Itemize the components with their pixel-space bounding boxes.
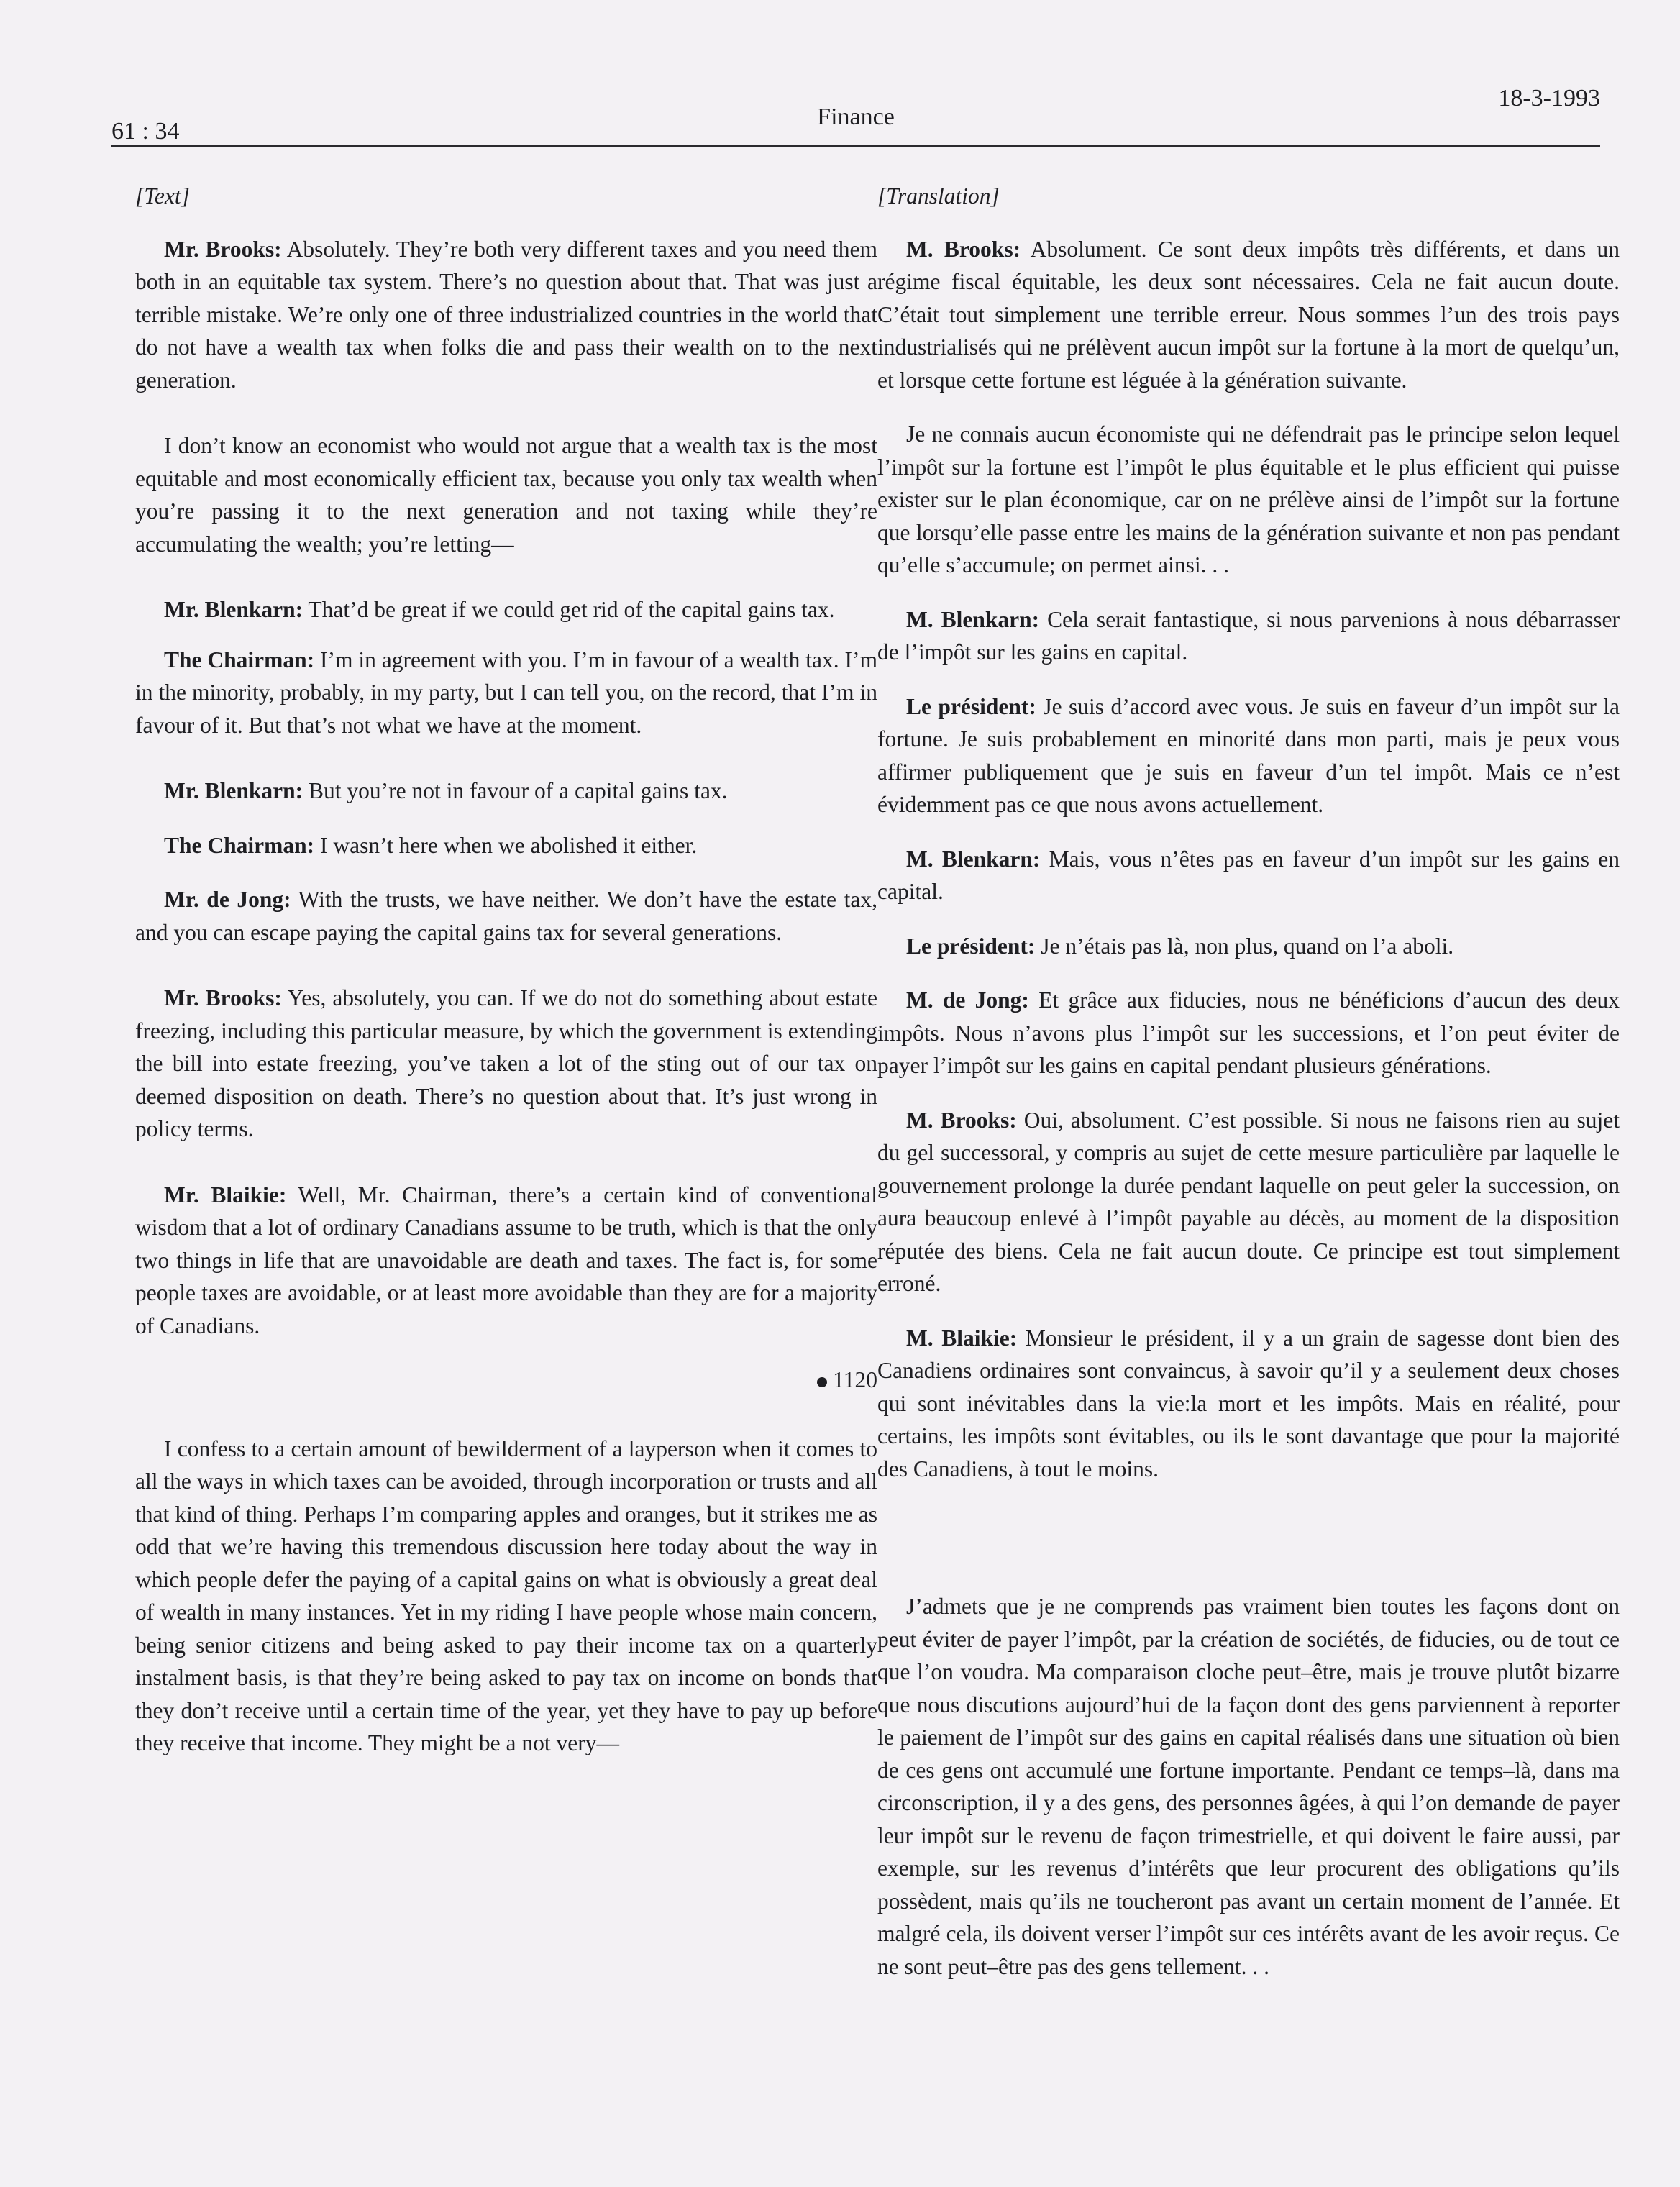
- time-marker: [135, 1364, 877, 1397]
- speaker-name: Mr. Blenkarn:: [164, 778, 303, 803]
- paragraph: [135, 829, 877, 862]
- page-header: [111, 79, 1600, 144]
- speech-text: Je n’étais pas là, non plus, quand on l’a aboli.: [1035, 933, 1454, 959]
- translation-label: [Translation]: [877, 183, 1000, 209]
- speech-text: Je suis d’accord avec vous. Je suis en faveur d’un impôt sur la fortune. Je suis probablement en minorité dans mon parti, mais je peux vous affirmer publiquement que je suis en faveur d’un tel impôt. Mais ce n’est évidemment pas ce que nous avons actuellement.: [877, 693, 1620, 817]
- paragraph: [135, 883, 877, 949]
- paragraph: [135, 982, 877, 1146]
- paragraph: [877, 930, 1620, 963]
- speaker-name: Mr. Blenkarn:: [164, 597, 303, 622]
- speaker-name: M. Blenkarn:: [906, 846, 1041, 872]
- speaker-name: M. Brooks:: [906, 1107, 1017, 1133]
- speaker-name: Le président:: [906, 933, 1036, 959]
- page-title: Finance: [817, 104, 895, 130]
- speech-text: Monsieur le président, il y a un grain de sagesse dont bien des Canadiens ordinaires sont convaincus, à savoir qu’il y a seulement deux choses qui sont inévitables dans la vie:la mort et les impôts. Mais en réalité, pour certains, les impôts sont évitables, ou ils le sont davantage que pour la majorité des Canadiens, à tout le moins.: [877, 1325, 1620, 1481]
- paragraph: [135, 644, 877, 742]
- speaker-name: M. Blaikie:: [906, 1325, 1018, 1351]
- speech-text: But you’re not in favour of a capital gains tax.: [303, 778, 728, 803]
- english-column: [135, 180, 877, 1793]
- speaker-name: The Chairman:: [164, 832, 315, 858]
- paragraph: [877, 1590, 1620, 1983]
- speaker-name: Mr. Brooks:: [164, 236, 282, 262]
- text-label: [Text]: [135, 183, 190, 209]
- paragraph: [877, 418, 1620, 582]
- paragraph: [877, 603, 1620, 669]
- speech-text: Mais, vous n’êtes pas en faveur d’un impôt sur les gains en capital.: [877, 846, 1620, 904]
- speaker-name: The Chairman:: [164, 647, 315, 672]
- speech-text: Absolument. Ce sont deux impôts très différents, et dans un régime fiscal équitable, les deux sont nécessaires. Cela ne fait aucun doute. C’était tout simplement une terrible erreur. Nous sommes l’un des trois pays industrialisés qui ne prélèvent aucun impôt sur la fortune à la mort de quelqu’un, et lorsque cette fortune est léguée à la génération suivante.: [877, 236, 1620, 393]
- speech-text: With the trusts, we have neither. We don’t have the estate tax, and you can escape paying the capital gains tax for several generations.: [135, 887, 877, 945]
- speech-text: Well, Mr. Chairman, there’s a certain kind of conventional wisdom that a lot of ordinary Canadians assume to be truth, which is that the only two things in life that are unavoidable are death and taxes. The fact is, for some people taxes are avoidable, or at least more avoidable than they are for a majority of Canadians.: [135, 1182, 877, 1338]
- speech-text: I confess to a certain amount of bewilderment of a layperson when it comes to all the ways in which taxes can be avoided, through incorporation or trusts and all that kind of thing. Perhaps I’m comparing apples and oranges, but it strikes me as odd that we’re having this tremendous discussion here today about the way in which people defer the paying of a capital gains on what is obviously a great deal of wealth in many instances. Yet in my riding I have people whose main concern, being senior citizens and being asked to pay their income tax on a quarterly instalment basis, is that they’re being asked to pay tax on income on bonds that they don’t receive until a certain time of the year, yet they have to pay up before they receive that income. They might be a not very—: [135, 1435, 877, 1755]
- paragraph: [135, 1433, 877, 1760]
- page-date: 18-3-1993: [1498, 85, 1600, 111]
- page-number: 61 : 34: [111, 118, 180, 145]
- speech-text: Yes, absolutely, you can. If we do not do something about estate freezing, including this particular measure, by which the government is extending the bill into estate freezing, you’ve taken a lot of the sting out of our tax on deemed disposition on death. There’s no question about that. It’s just wrong in policy terms.: [135, 985, 878, 1141]
- paragraph: [135, 1179, 877, 1343]
- speaker-name: M. Blenkarn:: [906, 606, 1040, 632]
- speech-text: I don’t know an economist who would not argue that a wealth tax is the most equitable and most economically efficient tax, because you only tax wealth when you’re passing it to the next generation and not taxing while they’re accumulating the wealth; you’re letting—: [135, 433, 877, 557]
- speaker-name: Mr. Brooks:: [164, 985, 282, 1010]
- spacer: [877, 1518, 1620, 1590]
- speech-text: J’admets que je ne comprends pas vraiment bien toutes les façons dont on peut éviter de payer l’impôt, par la création de sociétés, de fiducies, ou de tout ce que l’on voudra. Ma comparaison cloche peut–être, mais je trouve plutôt bizarre que nous discutions aujourd’hui de la façon dont des gens parviennent à reporter le paiement de l’impôt sur des gains en capital réalisés dans une situation où bien de ces gens ont accumulé une fortune importante. Pendant ce temps–là, dans ma circonscription, il y a des gens, des personnes âgées, à qui l’on demande de payer leur impôt sur le revenu de façon trimestrielle, et qui doivent le faire aussi, par exemple, sur les revenus d’intérêts que leur procurent des obligations qu’ils possèdent, mais qu’ils ne toucheront pas avant un certain moment de l’année. Et malgré cela, ils doivent verser l’impôt sur ces intérêts avant de les avoir reçus. Ce ne sont peut–être pas des gens tellement. . .: [877, 1594, 1620, 1979]
- paragraph: [877, 843, 1620, 908]
- header-rule: [111, 145, 1600, 147]
- paragraph: [877, 984, 1620, 1082]
- speech-text: Oui, absolument. C’est possible. Si nous ne faisons rien au sujet du gel successoral, y compris au sujet de cette mesure particulière par laquelle le gouvernement prolonge la durée pendant laquelle on peut geler la succession, on aura beaucoup enlevé à l’impôt payable au décès, au moment de la disposition réputée des biens. Cela ne fait aucun doute. Ce principe est tout simplement erroné.: [877, 1107, 1620, 1296]
- paragraph: [135, 593, 877, 626]
- speaker-name: Mr. Blaikie:: [164, 1182, 287, 1207]
- bullet-icon: [817, 1377, 827, 1387]
- speaker-name: M. Brooks:: [906, 236, 1021, 262]
- paragraph: [877, 690, 1620, 821]
- paragraph: [135, 775, 877, 808]
- time-marker-text: 1120: [833, 1367, 877, 1392]
- speech-text: I wasn’t here when we abolished it either.: [314, 832, 698, 858]
- speech-text: Absolutely. They’re both very different taxes and you need them both in an equitable tax system. There’s no question about that. That was just a terrible mistake. We’re only one of three industrialized countries in the world that do not have a wealth tax when folks die and pass their wealth on to the next generation.: [135, 236, 877, 393]
- speaker-name: M. de Jong:: [906, 987, 1029, 1013]
- speech-text: Et grâce aux fiducies, nous ne bénéficions d’aucun des deux impôts. Nous n’avons plus l’impôt sur les successions, et l’on peut éviter de payer l’impôt sur les gains en capital pendant plusieurs générations.: [877, 987, 1620, 1078]
- paragraph: [135, 233, 877, 397]
- paragraph: [877, 233, 1620, 397]
- speech-text: Je ne connais aucun économiste qui ne défendrait pas le principe selon lequel l’impôt sur la fortune est l’impôt le plus équitable et le plus efficient qui puisse exister sur le plan économique, car on ne prélève ainsi de l’impôt sur la fortune que lorsqu’elle passe entre les mains de la génération suivante et non pas pendant qu’elle s’accumule; on permet ainsi. . .: [877, 421, 1620, 577]
- paragraph: [877, 1104, 1620, 1300]
- speech-text: Cela serait fantastique, si nous parvenions à nous débarrasser de l’impôt sur les gains en capital.: [877, 606, 1620, 665]
- speaker-name: Mr. de Jong:: [164, 887, 291, 912]
- speech-text: I’m in agreement with you. I’m in favour of a wealth tax. I’m in the minority, probably, in my party, but I can tell you, on the record, that I’m in favour of it. But that’s not what we have at the moment.: [135, 647, 878, 738]
- speaker-name: Le président:: [906, 693, 1036, 719]
- paragraph: [877, 1322, 1620, 1486]
- paragraph: [135, 429, 877, 560]
- speech-text: That’d be great if we could get rid of the capital gains tax.: [303, 597, 835, 622]
- french-column: [877, 180, 1620, 2016]
